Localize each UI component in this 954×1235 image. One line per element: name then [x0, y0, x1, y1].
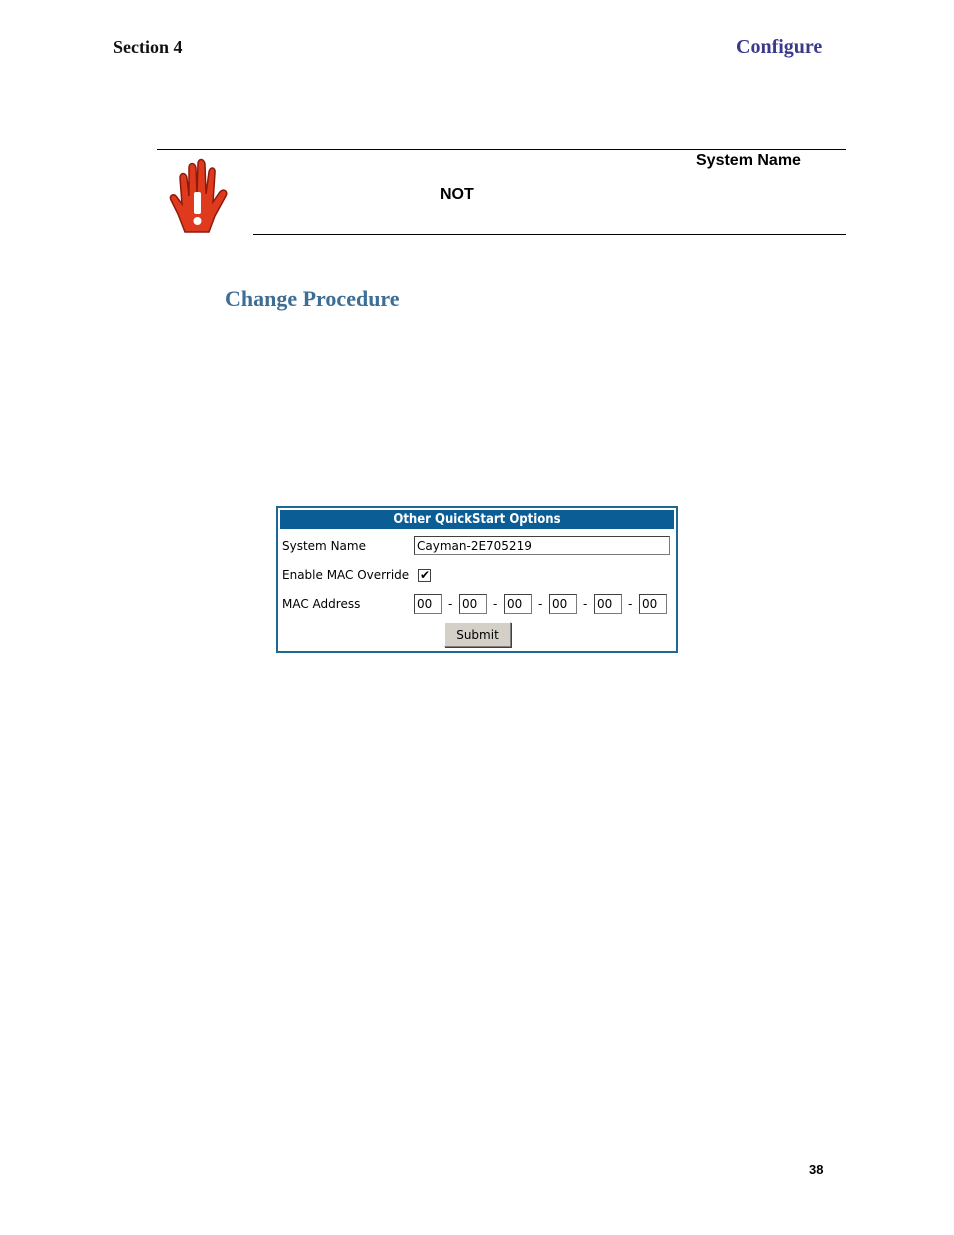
mac-separator: - [493, 597, 498, 611]
mac-override-label: Enable MAC Override [282, 568, 410, 582]
mac-octet-3-input[interactable] [504, 594, 532, 614]
procedure-heading: Change Procedure [225, 286, 400, 311]
quickstart-panel-title: Other QuickStart Options [280, 510, 674, 529]
submit-button[interactable]: Submit [444, 622, 511, 647]
warning-top-rule [157, 149, 846, 150]
mac-override-checkbox[interactable] [418, 569, 431, 582]
quickstart-options-panel [276, 506, 678, 653]
mac-octet-6-input[interactable] [639, 594, 667, 614]
mac-octet-4-input[interactable] [549, 594, 577, 614]
page-number: 38 [809, 1162, 824, 1177]
hand-warning-icon [163, 156, 235, 236]
mac-separator: - [583, 597, 588, 611]
warning-term-system-name: System Name [696, 152, 801, 169]
warning-bottom-rule [253, 234, 846, 235]
system-name-input[interactable] [414, 536, 670, 555]
mac-address-label: MAC Address [282, 597, 361, 611]
chapter-title: Configure [736, 36, 823, 58]
section-label: Section 4 [113, 37, 183, 57]
warning-term-not: NOT [440, 186, 474, 203]
mac-octet-2-input[interactable] [459, 594, 487, 614]
mac-octet-1-input[interactable] [414, 594, 442, 614]
mac-octet-5-input[interactable] [594, 594, 622, 614]
checkmark-icon: ✔ [420, 568, 431, 582]
mac-separator: - [628, 597, 633, 611]
mac-separator: - [538, 597, 543, 611]
mac-separator: - [448, 597, 453, 611]
system-name-label: System Name [282, 539, 366, 553]
